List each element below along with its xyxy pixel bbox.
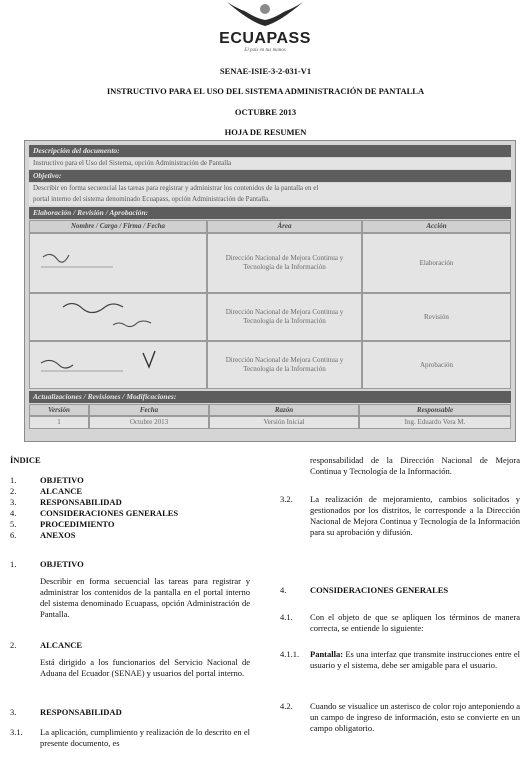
asterisk-paragraph: Cuando se visualice un asterisco de color rojo anteponiendo a un campo de ingreso de información, esto se convierte en un campo obligatorio. xyxy=(310,701,520,733)
column-area: Área xyxy=(207,220,362,233)
index-title: ÍNDICE xyxy=(10,455,41,465)
description-header: Descripción del documento: xyxy=(29,145,511,157)
mod-reason: Versión Inicial xyxy=(209,416,359,429)
document-code: SENAE-ISIE-3-2-031-V1 xyxy=(219,66,312,76)
mod-column-date: Fecha xyxy=(89,404,209,416)
section-title-objective: OBJETIVO xyxy=(40,559,84,569)
index-item[interactable]: PROCEDIMIENTO xyxy=(40,519,115,529)
objective-text-1: Describir en forma secuencial las tareas para registrar y administrar los contenidos de la pantalla en el xyxy=(29,183,511,194)
responsibility-continued: responsabilidad de la Dirección Nacional de Mejora Continua y Tecnología de la Información. xyxy=(310,455,520,476)
mod-column-reason: Razón xyxy=(209,404,359,416)
row-action: Elaboración xyxy=(362,233,511,293)
section-number: 1. xyxy=(10,559,17,569)
screen-definition xyxy=(310,649,520,671)
signature-cell xyxy=(29,293,207,341)
subsection-number: 3.1. xyxy=(10,727,23,737)
responsibility-paragraph: La aplicación, cumplimiento y realización de lo descrito en el presente documento, es xyxy=(40,727,250,748)
elaboration-header: Elaboración / Revisión / Aprobación: xyxy=(29,207,511,219)
document-title: INSTRUCTIVO PARA EL USO DEL SISTEMA ADMINISTRACIÓN DE PANTALLA xyxy=(106,86,425,96)
considerations-paragraph: Con el objeto de que se apliquen los términos de manera correcta, se entiende lo siguiente: xyxy=(310,612,520,633)
section-number: 3. xyxy=(10,707,17,717)
document-date: OCTUBRE 2013 xyxy=(234,107,297,117)
section-title-responsibility: RESPONSABILIDAD xyxy=(40,707,122,717)
signature-icon xyxy=(33,343,203,387)
index-item[interactable]: OBJETIVO xyxy=(40,475,84,485)
section-title-considerations: CONSIDERACIONES GENERALES xyxy=(310,585,449,595)
logo-tagline: El país en tus manos xyxy=(244,48,286,53)
ecuapass-logo xyxy=(205,0,325,60)
scope-paragraph: Está dirigido a los funcionarios del Servicio Nacional de Aduana del Ecuador (SENAE) y usuarios del portal interno. xyxy=(40,657,250,678)
index-item[interactable]: ANEXOS xyxy=(40,530,76,540)
column-name: Nombre / Cargo / Firma / Fecha xyxy=(29,220,207,233)
description-text: Instructivo para el Uso del Sistema, opción Administración de Pantalla xyxy=(29,158,511,169)
index-item[interactable]: ALCANCE xyxy=(40,486,83,496)
index-number: 3. xyxy=(10,497,17,507)
index-number: 6. xyxy=(10,530,17,540)
improvement-paragraph: La realización de mejoramiento, cambios solicitados y gestionados por los distritos, le corresponde a la Dirección Nacional de Mejora Continua y Tecnología de la Información para su aprobación y difusión. xyxy=(310,494,520,537)
mod-responsible: Ing. Eduardo Vera M. xyxy=(359,416,511,429)
subsection-number: 4.1.1. xyxy=(280,649,300,659)
signature-cell xyxy=(29,341,207,389)
row-area: Dirección Nacional de Mejora Continua y Tecnología de la Información xyxy=(207,341,362,389)
summary-heading: HOJA DE RESUMEN xyxy=(224,127,307,137)
summary-table xyxy=(24,140,516,442)
row-area: Dirección Nacional de Mejora Continua y Tecnología de la Información xyxy=(207,233,362,293)
objective-header: Objetivo: xyxy=(29,170,511,182)
row-area: Dirección Nacional de Mejora Continua y Tecnología de la Información xyxy=(207,293,362,341)
section-title-scope: ALCANCE xyxy=(40,640,83,650)
index-item[interactable]: CONSIDERACIONES GENERALES xyxy=(40,508,179,518)
mod-column-version: Versión xyxy=(29,404,89,416)
column-action: Acción xyxy=(362,220,511,233)
screen-term: Pantalla: xyxy=(310,649,344,659)
row-action: Revisión xyxy=(362,293,511,341)
logo-text: ECUAPASS xyxy=(219,30,311,47)
screen-definition-text: Es una interfaz que transmite instrucciones entre el usuario y el sistema, debe ser amigable para el usuario. xyxy=(310,649,520,670)
mod-date: Octubre 2013 xyxy=(89,416,209,429)
row-action: Aprobación xyxy=(362,341,511,389)
subsection-number: 4.1. xyxy=(280,612,293,622)
signature-cell xyxy=(29,233,207,293)
modifications-header: Actualizaciones / Revisiones / Modificaciones: xyxy=(29,391,511,403)
section-number: 2. xyxy=(10,640,17,650)
index-number: 1. xyxy=(10,475,17,485)
subsection-number: 3.2. xyxy=(280,494,293,504)
objective-text-2: portal interno del sistema denominado Ecuapass, opción Administración de Pantalla. xyxy=(29,194,511,205)
mod-version: 1 xyxy=(29,416,89,429)
subsection-number: 4.2. xyxy=(280,701,293,711)
index-item[interactable]: RESPONSABILIDAD xyxy=(40,497,122,507)
index-number: 5. xyxy=(10,519,17,529)
signature-icon xyxy=(33,295,203,339)
section-number: 4. xyxy=(280,585,287,595)
index-number: 2. xyxy=(10,486,17,496)
objective-paragraph: Describir en forma secuencial las tareas para registrar y administrar los contenidos de la pantalla en el portal interno del sistema denominado Ecuapass, opción Administración de Pantalla. xyxy=(40,576,250,619)
index-number: 4. xyxy=(10,508,17,518)
signature-icon xyxy=(33,237,203,289)
mod-column-responsible: Responsable xyxy=(359,404,511,416)
